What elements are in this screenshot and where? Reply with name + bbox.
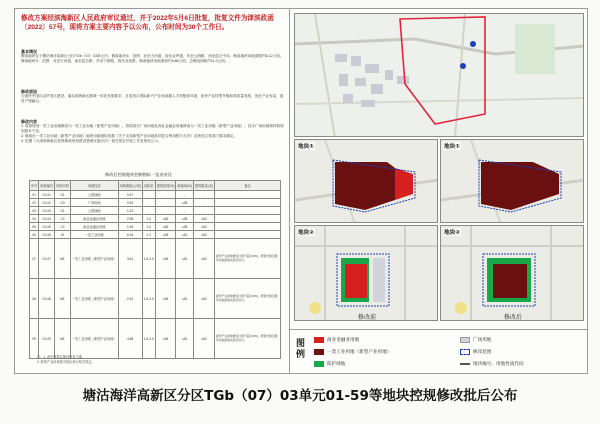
caption-before: 修改前 xyxy=(357,315,376,321)
basic-info-section xyxy=(21,49,285,64)
table-cell: 一类工业用地 xyxy=(70,231,118,239)
table-cell: 1.23 xyxy=(118,207,142,215)
reason-heading: 修改原因 xyxy=(21,89,37,94)
basic-info-text: 修改地块位于塘沽海洋高新区分区TGb（07）03单元内，修改地块①：范围：北至天河道，南至金坪道，东至云海路，西至昆仑中环。修改地块用地面积约6.12公顷。修改地块②：范围：北至天河道，南至昆仑路，东至于都路，西至北化路。修改地块用地面积约4.88公顷。总修改面积约11.0公顷。 xyxy=(21,54,284,63)
parcel-industrial-block xyxy=(493,264,527,298)
table-header-cell: 用地面积(公顷) xyxy=(118,181,142,191)
table-header-cell: 建筑密度(%) xyxy=(155,181,176,191)
left-text-column xyxy=(15,9,289,373)
legend-title: 图例 xyxy=(296,338,306,359)
content-item: 1. 将原规划一类工业用地修改为一类工业用地（新型产业用地），将原部分广场用地及商业金融业用地修改为一类工业用地（新型产业用地），其余广场用地保持原规划基本不变。 xyxy=(21,124,284,133)
table-cell: 04 xyxy=(30,215,39,223)
table-cell: 01-09 xyxy=(39,319,55,359)
table-header-cell: 备注 xyxy=(215,181,281,191)
legend-label: 一类工业用地（新型产业用地） xyxy=(327,349,392,354)
table-cell: ≤60 xyxy=(193,215,214,223)
table-cell: ≥35 xyxy=(176,199,194,207)
table-cell: ≤60 xyxy=(193,279,214,319)
table-cell: 1.5-2.0 xyxy=(142,279,155,319)
table-cell: - xyxy=(142,199,155,207)
table-footnotes xyxy=(37,355,95,365)
table-cell: 09 xyxy=(30,319,39,359)
legend-label: 修改范围 xyxy=(473,349,492,354)
content-item: 2. 修改后一类工业用地（新型产业用地）地块用地指标依据《关于支持新型产业用地高效复合利用暂行办法》及规划主管部门要求确定。 xyxy=(21,134,238,138)
map-panel-parcel2-after xyxy=(440,225,584,321)
table-cell: ≤15 xyxy=(176,319,194,359)
table-cell: 05 xyxy=(30,223,39,231)
legend-label: 地块编号、用地性质代码 xyxy=(473,361,524,366)
table-cell: 01-02 xyxy=(39,199,55,207)
table-cell xyxy=(215,199,281,207)
table-row xyxy=(30,199,281,207)
table-cell: 01-06 xyxy=(39,231,55,239)
legend-item xyxy=(460,336,491,344)
map-column xyxy=(289,9,587,373)
table-cell: ≥35 xyxy=(155,279,176,319)
table-cell: 01-03 xyxy=(39,207,55,215)
table-header-row xyxy=(30,181,281,191)
table-cell: - xyxy=(193,191,214,199)
parcel-industrial-block xyxy=(335,162,395,210)
table-row xyxy=(30,239,281,279)
table-cell: - xyxy=(142,207,155,215)
legend-swatch xyxy=(314,361,324,367)
parcel-commercial-block xyxy=(345,264,367,298)
table-cell: G3 xyxy=(55,199,71,207)
parcel2-label: 地块② xyxy=(444,230,460,236)
approval-notice: 修改方案经滨海新区人民政府审议通过，并于2022年5月6日批复，批复文件为津滨政函〔2022〕57号，现将方案主要内容予以公布，公布时间为30个工作日。 xyxy=(21,15,274,31)
table-cell: 一类工业用地（新型产业用地） xyxy=(70,279,118,319)
legend-label: 商业金融业用地 xyxy=(327,337,360,342)
table-cell: C2 xyxy=(55,215,71,223)
table-cell: ≥35 xyxy=(155,239,176,279)
table-cell: 公园绿地 xyxy=(70,191,118,199)
table-cell: 4.88 xyxy=(118,319,142,359)
table-cell: ≤15 xyxy=(176,279,194,319)
table-cell: 新型产业用地兼容比例不超过15%，配套设施及服务功能按相关规定执行。 xyxy=(215,319,281,359)
table-header-cell: 建筑限高(米) xyxy=(193,181,214,191)
table-cell: M xyxy=(55,231,71,239)
table-cell: 01-01 xyxy=(39,191,55,199)
table-cell xyxy=(215,223,281,231)
table-cell: ≤60 xyxy=(193,319,214,359)
reason-section xyxy=(21,89,285,104)
table-cell: 2.96 xyxy=(118,215,142,223)
table-cell: 公园绿地 xyxy=(70,207,118,215)
site-marker-2 xyxy=(470,41,476,47)
table-cell: 1.5-2.0 xyxy=(142,239,155,279)
table-header-cell: 用地性质 xyxy=(70,181,118,191)
table-cell: 07 xyxy=(30,239,39,279)
table-title: 修改后控规地块控制指标一览表对比 xyxy=(105,172,173,177)
table-cell: 1.5 xyxy=(142,223,155,231)
table-cell: 02 xyxy=(30,199,39,207)
footnote: 注：1. 表中数据以最终批复为准。 xyxy=(37,355,86,359)
table-cell: ≤15 xyxy=(176,239,194,279)
table-cell: M1 xyxy=(55,239,71,279)
table-cell: 01-07 xyxy=(39,239,55,279)
table-cell: ≤60 xyxy=(193,239,214,279)
table-cell: ≥35 xyxy=(155,319,176,359)
table-cell: - xyxy=(193,199,214,207)
table-cell: 新型产业用地兼容比例不超过15%，配套设施及服务功能按相关规定执行。 xyxy=(215,279,281,319)
table-cell: 3.61 xyxy=(118,239,142,279)
content-heading: 修改内容 xyxy=(21,119,37,124)
table-header-cell: 地块编号 xyxy=(39,181,55,191)
table-cell: 6.16 xyxy=(118,231,142,239)
site-marker-1 xyxy=(460,63,466,69)
legend-item xyxy=(460,360,524,368)
table-cell: ≤45 xyxy=(155,223,176,231)
control-index-table xyxy=(29,180,281,359)
legend-item xyxy=(460,348,491,356)
table-cell: G1 xyxy=(55,207,71,215)
table-cell: - xyxy=(193,207,214,215)
table-cell: 03 xyxy=(30,207,39,215)
parcel1-label: 地块① xyxy=(444,144,460,150)
table-cell: ≥35 xyxy=(176,223,194,231)
content-item: 3. 依据《天津滨海新区控规修改规划建设管理实施办法》相关规定开展工作及规划公示。 xyxy=(21,139,162,143)
square-block xyxy=(373,258,385,302)
table-cell: 商业金融业用地 xyxy=(70,215,118,223)
table-row xyxy=(30,223,281,231)
table-cell: 06 xyxy=(30,231,39,239)
table-cell: 01-08 xyxy=(39,279,55,319)
page-title: 塘沽海洋高新区分区TGb（07）03单元01-59等地块控规修改批后公布 xyxy=(82,388,518,404)
table-header-cell: 用地代码 xyxy=(55,181,71,191)
table-cell: ≤50 xyxy=(193,231,214,239)
table-cell: 广场用地 xyxy=(70,199,118,207)
table-cell: 2.51 xyxy=(118,279,142,319)
parcel1-label: 地块① xyxy=(298,144,314,150)
table-cell: 1.5 xyxy=(142,215,155,223)
table-cell xyxy=(215,231,281,239)
parcel2-label: 地块② xyxy=(298,230,314,236)
table-row xyxy=(30,215,281,223)
legend-item xyxy=(314,360,345,368)
legend-swatch xyxy=(314,349,324,355)
table-cell: 01-04 xyxy=(39,215,55,223)
legend-item xyxy=(314,336,359,344)
caption-after: 修改后 xyxy=(503,315,522,321)
table-cell: C2 xyxy=(55,223,71,231)
table-cell: - xyxy=(155,199,176,207)
table-cell: ≤60 xyxy=(193,223,214,231)
map-panel-parcel2-before xyxy=(294,225,438,321)
legend-label: 广场用地 xyxy=(473,337,492,342)
table-cell: G1 xyxy=(55,191,71,199)
map-panel-parcel1-after xyxy=(440,139,584,223)
table-cell: - xyxy=(142,191,155,199)
legend-label: 防护绿地 xyxy=(327,361,346,366)
table-cell: M1 xyxy=(55,319,71,359)
legend-swatch xyxy=(460,337,470,343)
legend-item xyxy=(314,348,391,356)
table-cell: - xyxy=(176,207,194,215)
table-row xyxy=(30,231,281,239)
table-cell: 01-05 xyxy=(39,223,55,231)
table-cell: 1.5-2.0 xyxy=(142,319,155,359)
notice-panel xyxy=(14,8,588,374)
table-header-cell: 容积率 xyxy=(142,181,155,191)
table-body xyxy=(30,191,281,359)
legend-swatch xyxy=(460,349,470,355)
table-row xyxy=(30,319,281,359)
table-cell: ≤15 xyxy=(176,231,194,239)
table-header-cell: 序号 xyxy=(30,181,39,191)
table-header-cell: 绿地率(%) xyxy=(176,181,194,191)
reason-text: 为加快中国自由贸易区建设，落实滨海新区港城一体化发展要求，打造适合国际新兴产业和高端人才的配套环境，加快产业转型升级和高质量发展，优化产业布局，促进产城融合。 xyxy=(21,94,284,103)
content-section xyxy=(21,119,285,144)
table-cell xyxy=(215,207,281,215)
table-cell: 0.67 xyxy=(118,191,142,199)
legend xyxy=(290,329,588,373)
table-row xyxy=(30,191,281,199)
location-map xyxy=(294,13,584,137)
table-cell xyxy=(215,215,281,223)
table-cell: ≥35 xyxy=(176,215,194,223)
footnote: 2. 新型产业用地相关指标执行相关规定。 xyxy=(37,360,95,364)
table-cell: ≤45 xyxy=(155,215,176,223)
table-cell: 1.2 xyxy=(142,231,155,239)
location-map-svg xyxy=(295,14,584,137)
table-cell: 1.63 xyxy=(118,223,142,231)
table-cell xyxy=(215,191,281,199)
table-cell: - xyxy=(155,207,176,215)
basic-info-heading: 基本情况 xyxy=(21,49,37,54)
table-cell: 08 xyxy=(30,279,39,319)
legend-swatch xyxy=(460,363,470,365)
table-cell: 一类工业用地（新型产业用地） xyxy=(70,239,118,279)
table-cell: 01 xyxy=(30,191,39,199)
table-cell: - xyxy=(176,191,194,199)
table-cell: - xyxy=(155,191,176,199)
table-cell: 新型产业用地兼容比例不超过15%，配套设施及服务功能按相关规定执行。 xyxy=(215,239,281,279)
map-panel-parcel1-before xyxy=(294,139,438,223)
table-cell: 0.52 xyxy=(118,199,142,207)
table-row xyxy=(30,207,281,215)
table-cell: 一类工业用地（新型产业用地） xyxy=(70,319,118,359)
table-cell: M1 xyxy=(55,279,71,319)
table-cell: 商业金融业用地 xyxy=(70,223,118,231)
table-cell: ≥35 xyxy=(155,231,176,239)
table-row xyxy=(30,279,281,319)
legend-swatch xyxy=(314,337,324,343)
